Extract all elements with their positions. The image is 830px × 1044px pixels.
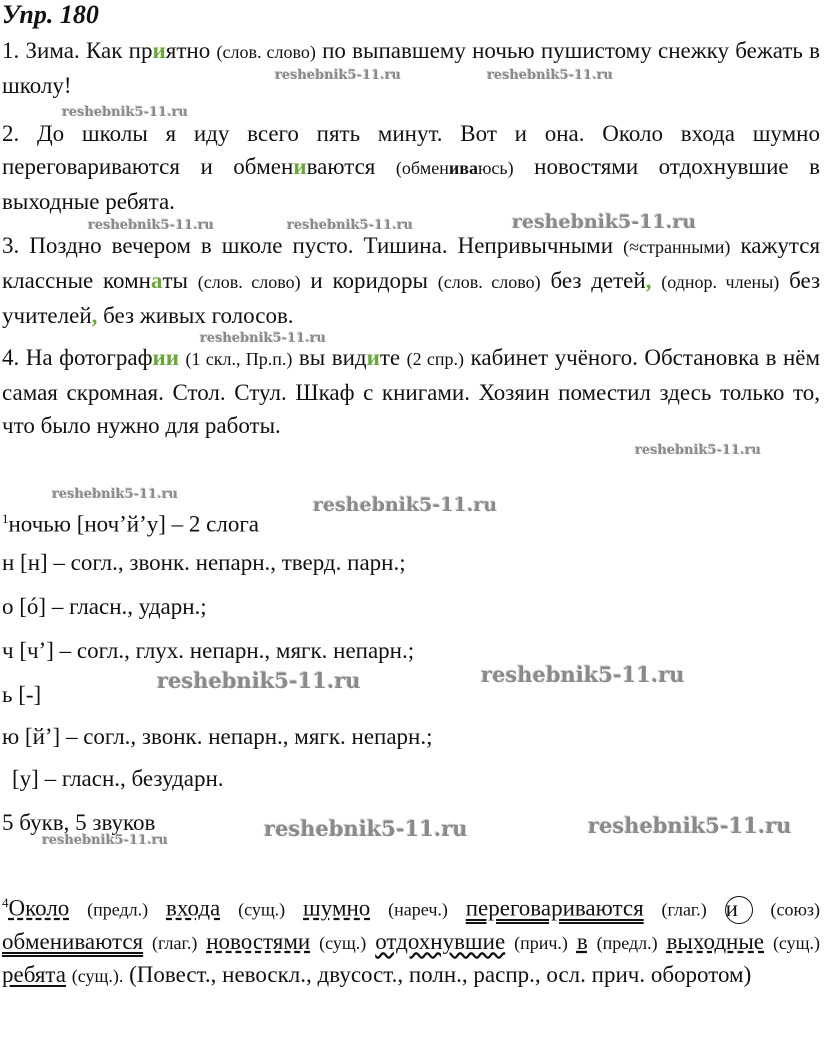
paragraph-2 bbox=[2, 117, 820, 218]
p3-text-e: и коридоры bbox=[310, 268, 428, 293]
p3-highlight: а bbox=[150, 268, 163, 293]
phonetic-summary: 5 букв, 5 звуков bbox=[2, 810, 156, 835]
p4-highlight-2: и bbox=[366, 345, 380, 370]
p3-text-h: без живых голосов. bbox=[103, 303, 294, 328]
syntax-word-6: обмениваются bbox=[2, 928, 144, 954]
watermark: reshebnik5-11.ru bbox=[313, 494, 498, 516]
paragraph-4 bbox=[2, 341, 820, 442]
syntax-word-3: шумно bbox=[303, 895, 371, 921]
p3-text-f: без детей bbox=[550, 268, 646, 293]
watermark: reshebnik5-11.ru bbox=[275, 68, 402, 83]
watermark: reshebnik5-11.ru bbox=[512, 211, 697, 233]
watermark: reshebnik5-11.ru bbox=[200, 331, 327, 346]
phonetic-line-3: ч [ч’] – согл., глух. непарн., мягк. непарн.; bbox=[2, 638, 415, 663]
p3-text-d: ты bbox=[162, 268, 188, 293]
p2-text-a: 2. До школы я иду всего пять минут. Вот и она. Около входа шумно переговариваются и обмен bbox=[2, 121, 820, 179]
watermark: reshebnik5-11.ru bbox=[42, 833, 169, 848]
p4-text-f: кабинет учёного. Обстановка в нём самая скромная. Стол. Стул. Шкаф с книгами. Хозяин поместил здесь только то, что было нужно для работы. bbox=[2, 345, 821, 438]
syntax-footnote-mark: 4 bbox=[2, 895, 9, 910]
p4-note-2: (2 спр.) bbox=[406, 349, 465, 369]
phonetic-footnote-mark: 1 bbox=[2, 511, 9, 526]
p2-highlight: и bbox=[293, 154, 307, 179]
p3-note-4: (однор. члены) bbox=[661, 272, 780, 292]
p4-text-a: 4. На фотограф bbox=[2, 345, 153, 370]
syntax-word-7: новостями bbox=[206, 928, 311, 954]
syntax-word-10: выходные bbox=[666, 928, 765, 954]
syntax-word-2: входа bbox=[166, 895, 221, 921]
syntax-tag-11: (сущ.). bbox=[71, 965, 124, 986]
phonetic-line-6: [у] – гласн., безударн. bbox=[12, 766, 224, 791]
watermark: reshebnik5-11.ru bbox=[287, 218, 414, 233]
p3-text-b: кажутся классные комн bbox=[2, 233, 821, 293]
phonetic-line-5: ю [й’] – согл., звонк. непарн., мягк. непарн.; bbox=[2, 724, 433, 749]
syntax-tag-7: (сущ.) bbox=[319, 932, 367, 953]
p4-text-e: те bbox=[379, 345, 401, 370]
syntax-analysis bbox=[2, 887, 820, 992]
watermark: reshebnik5-11.ru bbox=[157, 668, 361, 693]
syntax-tag-4: (глаг.) bbox=[661, 899, 707, 920]
watermark: reshebnik5-11.ru bbox=[88, 218, 215, 233]
p1-text-a: 1. Зима. Как пр bbox=[2, 38, 153, 63]
syntax-word-8: отдохнувшие bbox=[375, 928, 506, 954]
syntax-word-11: ребята bbox=[2, 961, 66, 987]
p3-comma-2: , bbox=[91, 303, 98, 328]
syntax-characteristic: (Повест., невоскл., двусост., полн., распр., осл. прич. оборотом) bbox=[129, 961, 752, 987]
syntax-tag-10: (сущ.) bbox=[772, 932, 821, 953]
p4-text-c: вы вид bbox=[298, 345, 367, 370]
watermark: reshebnik5-11.ru bbox=[487, 68, 614, 83]
p1-note: (слов. слово) bbox=[216, 42, 316, 62]
phonetic-line-4: ь [-] bbox=[2, 682, 42, 707]
p3-note-1: (≈странными) bbox=[623, 237, 731, 257]
phonetic-heading bbox=[2, 504, 259, 540]
p3-note-2: (слов. слово) bbox=[197, 272, 301, 292]
p3-note-3: (слов. слово) bbox=[437, 272, 541, 292]
p1-text-c: ятно bbox=[165, 38, 211, 63]
syntax-tag-1: (предл.) bbox=[87, 899, 149, 920]
watermark: reshebnik5-11.ru bbox=[635, 443, 762, 458]
syntax-word-5-circled: и bbox=[725, 896, 753, 924]
watermark: reshebnik5-11.ru bbox=[481, 662, 685, 687]
phonetic-head-text: ночью [ноч’й’у] – 2 слога bbox=[8, 511, 260, 537]
paragraph-1 bbox=[2, 34, 820, 102]
syntax-word-1: Около bbox=[8, 895, 70, 921]
watermark: reshebnik5-11.ru bbox=[588, 813, 792, 838]
syntax-tag-9: (предл.) bbox=[596, 932, 658, 953]
syntax-tag-5: (союз) bbox=[770, 899, 821, 920]
p1-highlight: и bbox=[152, 38, 166, 63]
syntax-tag-2: (сущ.) bbox=[238, 899, 286, 920]
paragraph-3 bbox=[2, 229, 820, 332]
exercise-title: Упр. 180 bbox=[2, 0, 99, 29]
syntax-tag-8: (прич.) bbox=[514, 932, 568, 953]
p2-note: (обмениваюсь) bbox=[395, 158, 514, 178]
watermark: reshebnik5-11.ru bbox=[52, 487, 179, 502]
watermark: reshebnik5-11.ru bbox=[264, 816, 468, 841]
watermark: reshebnik5-11.ru bbox=[62, 105, 189, 120]
p2-text-d: новостями отдохнувшие в выходные ребята. bbox=[2, 154, 821, 214]
syntax-tag-6: (глаг.) bbox=[152, 932, 198, 953]
phonetic-line-1: н [н] – согл., звонк. непарн., тверд. парн.; bbox=[2, 550, 406, 575]
p1-text-d: по выпавшему ночью пушистому снежку бежать в школу! bbox=[2, 38, 821, 98]
p4-highlight-1: ии bbox=[152, 345, 179, 370]
p2-text-c: ваются bbox=[306, 154, 376, 179]
p3-text-a: 3. Поздно вечером в школе пусто. Тишина. Непривычными bbox=[2, 233, 614, 258]
p4-note-1: (1 скл., Пр.п.) bbox=[185, 349, 293, 369]
p3-text-g: без учителей bbox=[2, 268, 821, 328]
p3-comma-1: , bbox=[645, 268, 652, 293]
phonetic-line-2: о [ó] – гласн., ударн.; bbox=[2, 594, 207, 619]
syntax-word-9: в bbox=[576, 928, 588, 954]
syntax-tag-3: (нареч.) bbox=[388, 899, 448, 920]
syntax-word-4: переговариваются bbox=[465, 895, 644, 921]
